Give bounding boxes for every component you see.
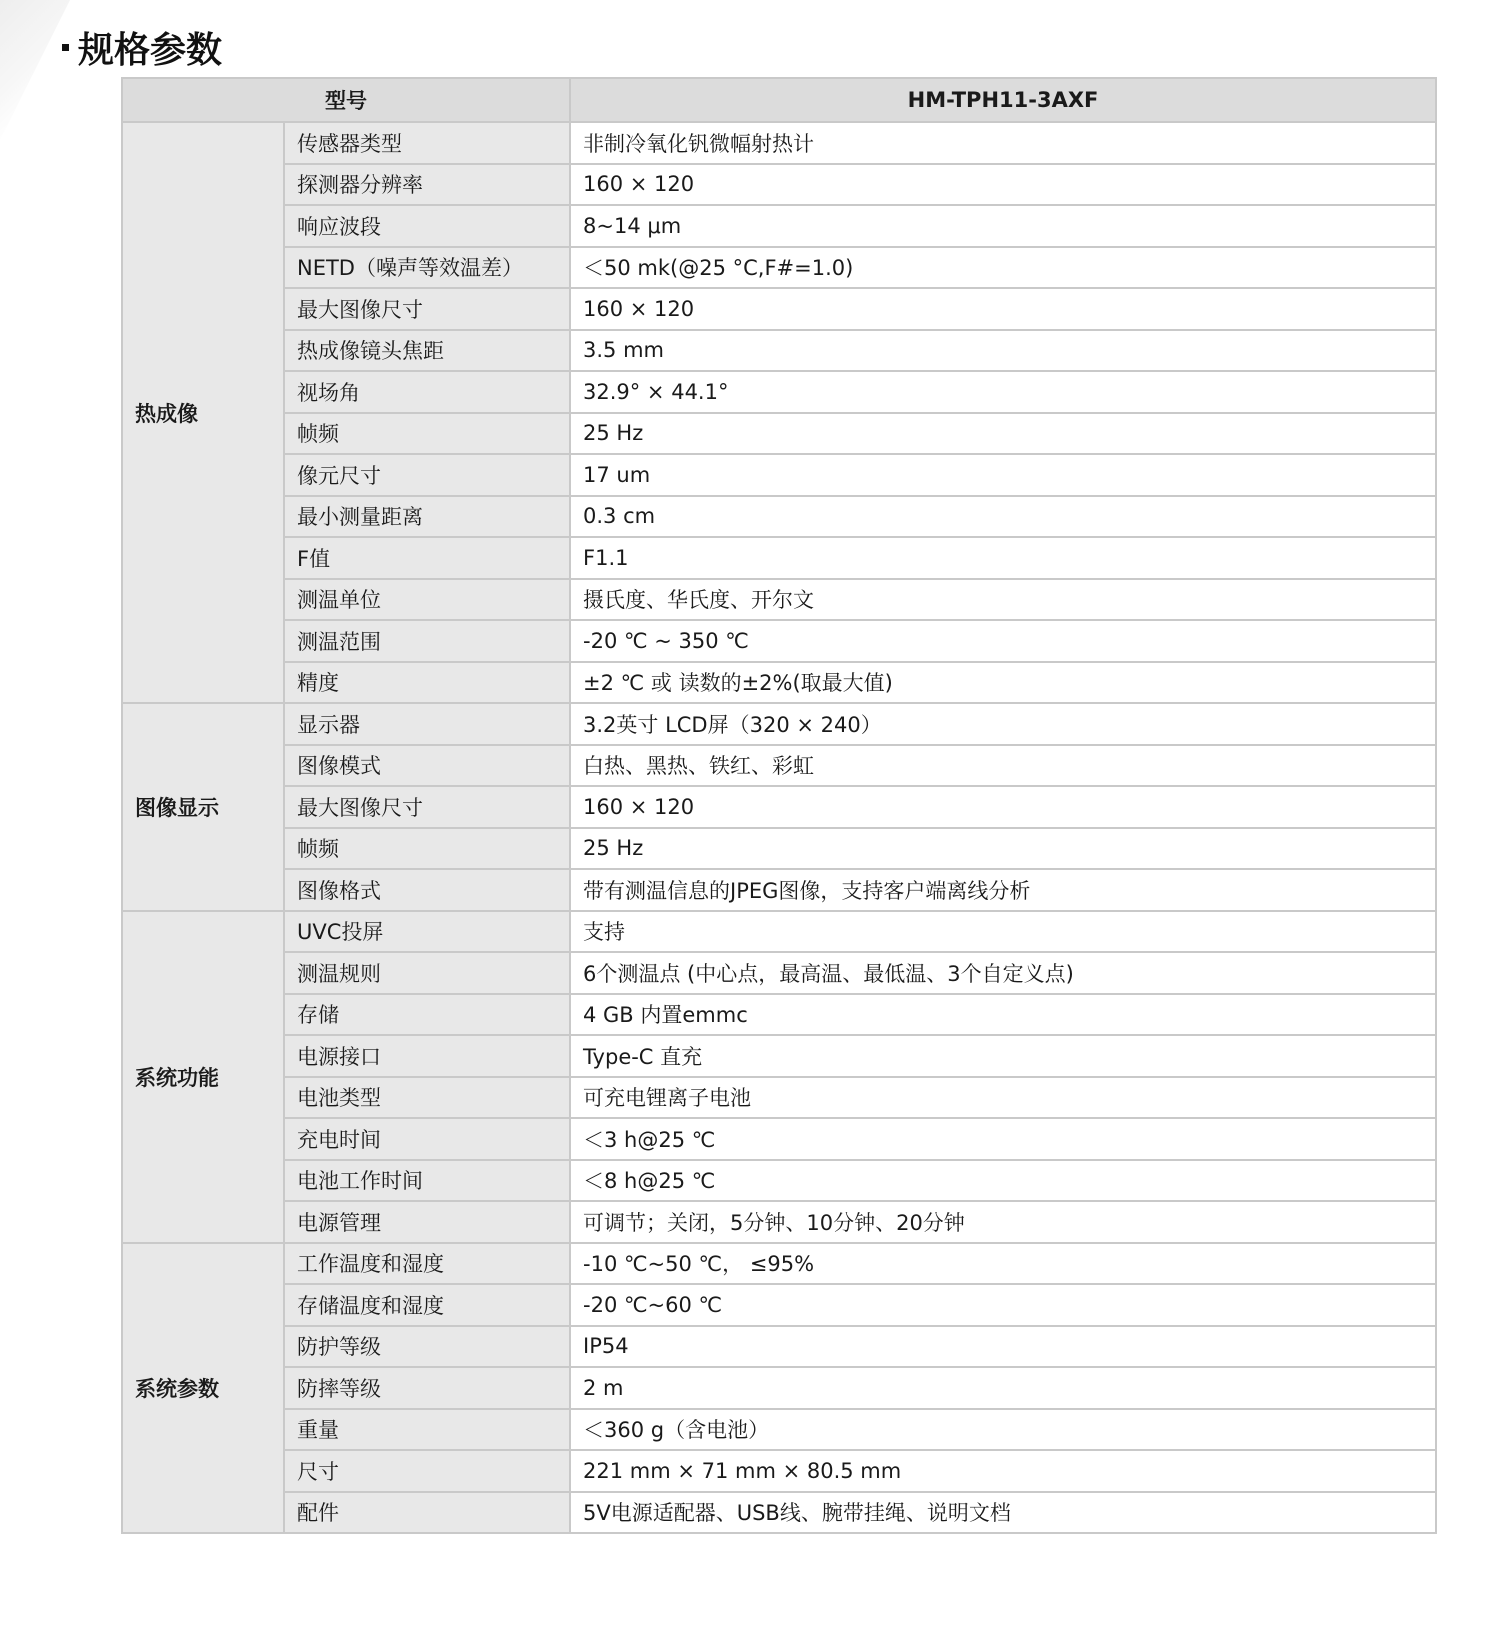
spec-label: F值 <box>284 537 570 579</box>
table-row <box>122 703 1436 745</box>
spec-value: 可充电锂离子电池 <box>570 1077 1436 1119</box>
table-row <box>122 1409 1436 1451</box>
spec-label: 存储温度和湿度 <box>284 1284 570 1326</box>
spec-value: 8~14 μm <box>570 205 1436 247</box>
spec-label: 视场角 <box>284 371 570 413</box>
spec-value: 3.2英寸 LCD屏（320 × 240） <box>570 703 1436 745</box>
spec-label: 最小测量距离 <box>284 496 570 538</box>
table-row <box>122 1160 1436 1202</box>
spec-value: 25 Hz <box>570 413 1436 455</box>
table-row <box>122 454 1436 496</box>
table-row <box>122 164 1436 206</box>
spec-value: 4 GB 内置emmc <box>570 994 1436 1036</box>
spec-label: 帧频 <box>284 828 570 870</box>
table-row <box>122 1492 1436 1534</box>
table-row <box>122 1367 1436 1409</box>
spec-value: 白热、黑热、铁红、彩虹 <box>570 745 1436 787</box>
spec-label: 测温规则 <box>284 952 570 994</box>
table-row <box>122 371 1436 413</box>
spec-label: 充电时间 <box>284 1118 570 1160</box>
spec-value: 0.3 cm <box>570 496 1436 538</box>
spec-label: 测温范围 <box>284 620 570 662</box>
model-value: HM-TPH11-3AXF <box>570 78 1436 122</box>
spec-value: -20 ℃~60 ℃ <box>570 1284 1436 1326</box>
spec-value: 3.5 mm <box>570 330 1436 372</box>
table-row <box>122 288 1436 330</box>
table-row <box>122 1450 1436 1492</box>
spec-value: 160 × 120 <box>570 288 1436 330</box>
table-row <box>122 1243 1436 1285</box>
spec-value: 支持 <box>570 911 1436 953</box>
spec-value: 带有测温信息的JPEG图像，支持客户端离线分析 <box>570 869 1436 911</box>
group-name: 系统功能 <box>122 911 284 1243</box>
spec-value: ＜3 h@25 ℃ <box>570 1118 1436 1160</box>
spec-value: 32.9° × 44.1° <box>570 371 1436 413</box>
spec-value: 6个测温点 (中心点，最高温、最低温、3个自定义点) <box>570 952 1436 994</box>
spec-label: 电源管理 <box>284 1201 570 1243</box>
table-row <box>122 1326 1436 1368</box>
spec-value: 2 m <box>570 1367 1436 1409</box>
table-row <box>122 745 1436 787</box>
spec-value: -20 ℃ ~ 350 ℃ <box>570 620 1436 662</box>
spec-label: 电池工作时间 <box>284 1160 570 1202</box>
spec-value: F1.1 <box>570 537 1436 579</box>
spec-body <box>122 122 1436 1533</box>
spec-table <box>121 77 1437 1534</box>
spec-label: 图像格式 <box>284 869 570 911</box>
spec-label: 电池类型 <box>284 1077 570 1119</box>
spec-label: 工作温度和湿度 <box>284 1243 570 1285</box>
spec-label: 存储 <box>284 994 570 1036</box>
spec-value: 17 um <box>570 454 1436 496</box>
table-row <box>122 247 1436 289</box>
table-row <box>122 1201 1436 1243</box>
table-row <box>122 496 1436 538</box>
table-row <box>122 828 1436 870</box>
spec-label: 尺寸 <box>284 1450 570 1492</box>
table-row <box>122 1077 1436 1119</box>
spec-label: 响应波段 <box>284 205 570 247</box>
spec-label: 防护等级 <box>284 1326 570 1368</box>
spec-label: 精度 <box>284 662 570 704</box>
spec-value: ＜8 h@25 ℃ <box>570 1160 1436 1202</box>
spec-value: ＜50 mk(@25 °C,F#=1.0) <box>570 247 1436 289</box>
table-row <box>122 786 1436 828</box>
spec-value: ＜360 g（含电池） <box>570 1409 1436 1451</box>
spec-label: 像元尺寸 <box>284 454 570 496</box>
spec-label: 探测器分辨率 <box>284 164 570 206</box>
group-name: 系统参数 <box>122 1243 284 1534</box>
table-row <box>122 620 1436 662</box>
table-row <box>122 994 1436 1036</box>
spec-label: 防摔等级 <box>284 1367 570 1409</box>
corner-decoration <box>0 0 70 140</box>
table-row <box>122 205 1436 247</box>
spec-value: 非制冷氧化钒微幅射热计 <box>570 122 1436 164</box>
table-row <box>122 1284 1436 1326</box>
bullet-icon <box>62 44 69 51</box>
spec-label: 最大图像尺寸 <box>284 288 570 330</box>
section-title <box>62 22 222 73</box>
spec-value: 可调节；关闭，5分钟、10分钟、20分钟 <box>570 1201 1436 1243</box>
spec-value: 160 × 120 <box>570 786 1436 828</box>
spec-label: 配件 <box>284 1492 570 1534</box>
spec-label: UVC投屏 <box>284 911 570 953</box>
table-row <box>122 537 1436 579</box>
section-title-text: 规格参数 <box>78 30 223 71</box>
spec-label: 显示器 <box>284 703 570 745</box>
table-row <box>122 330 1436 372</box>
spec-label: 重量 <box>284 1409 570 1451</box>
table-row <box>122 952 1436 994</box>
spec-value: ±2 ℃ 或 读数的±2%(取最大值) <box>570 662 1436 704</box>
spec-value: 160 × 120 <box>570 164 1436 206</box>
spec-label: 测温单位 <box>284 579 570 621</box>
spec-value: 5V电源适配器、USB线、腕带挂绳、说明文档 <box>570 1492 1436 1534</box>
spec-label: 电源接口 <box>284 1035 570 1077</box>
spec-label: 传感器类型 <box>284 122 570 164</box>
table-row <box>122 911 1436 953</box>
table-row <box>122 1035 1436 1077</box>
table-row <box>122 579 1436 621</box>
spec-value: 25 Hz <box>570 828 1436 870</box>
spec-label: 最大图像尺寸 <box>284 786 570 828</box>
spec-label: NETD（噪声等效温差） <box>284 247 570 289</box>
spec-value: 221 mm × 71 mm × 80.5 mm <box>570 1450 1436 1492</box>
table-row <box>122 122 1436 164</box>
spec-label: 热成像镜头焦距 <box>284 330 570 372</box>
table-row <box>122 662 1436 704</box>
spec-value: 摄氏度、华氏度、开尔文 <box>570 579 1436 621</box>
group-name: 图像显示 <box>122 703 284 911</box>
group-name: 热成像 <box>122 122 284 703</box>
spec-value: IP54 <box>570 1326 1436 1368</box>
table-row <box>122 1118 1436 1160</box>
spec-label: 帧频 <box>284 413 570 455</box>
table-row <box>122 869 1436 911</box>
table-row <box>122 413 1436 455</box>
spec-value: Type-C 直充 <box>570 1035 1436 1077</box>
header-row <box>122 78 1436 122</box>
model-label: 型号 <box>122 78 570 122</box>
spec-value: -10 ℃~50 ℃， ≤95% <box>570 1243 1436 1285</box>
spec-label: 图像模式 <box>284 745 570 787</box>
